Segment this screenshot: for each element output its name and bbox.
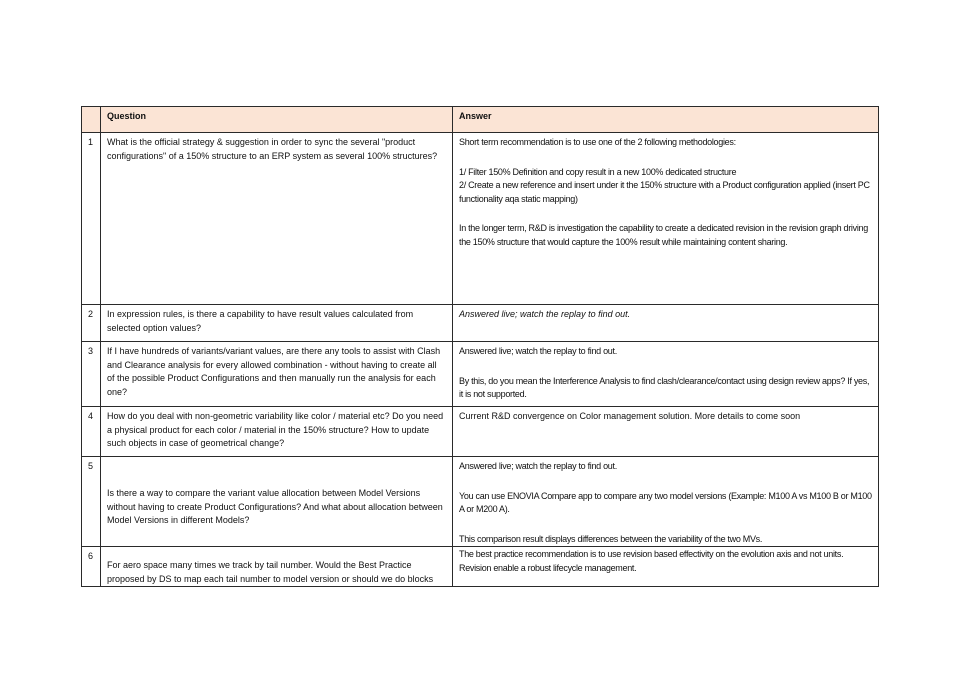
table-row bbox=[82, 547, 879, 587]
answer-cell bbox=[453, 547, 879, 587]
header-question: Question bbox=[101, 107, 453, 133]
question-text: Is there a way to compare the variant value allocation between Model Versions without having to create Product Configurations? And what about allocation between Model Versions in different Models? bbox=[107, 488, 443, 525]
question-cell: If I have hundreds of variants/variant values, are there any tools to assist with Clash and Clearance analysis for every allowed combination - without having to create all of the possible Product Configurations and then manually run the analysis for each one? bbox=[101, 342, 453, 407]
table-row bbox=[82, 133, 879, 305]
answer-text: This comparison result displays differences between the variability of the two MVs. bbox=[459, 533, 763, 544]
table-row bbox=[82, 342, 879, 407]
answer-text: Short term recommendation is to use one of the 2 following methodologies: bbox=[459, 137, 736, 147]
answer-text: Answered live; watch the replay to find out. bbox=[459, 309, 631, 319]
answer-cell bbox=[453, 133, 879, 305]
row-number: 1 bbox=[82, 133, 101, 305]
question-cell: In expression rules, is there a capability to have result values calculated from selected option values? bbox=[101, 305, 453, 342]
answer-cell bbox=[453, 305, 879, 342]
table-row bbox=[82, 457, 879, 547]
question-cell bbox=[101, 547, 453, 587]
row-number: 4 bbox=[82, 407, 101, 457]
answer-text: Answered live; watch the replay to find out. bbox=[459, 461, 617, 471]
answer-text: In the longer term, R&D is investigation the capability to create a dedicated revision in the revision graph driving the 150% structure that would capture the 100% result while maintaining content sharing. bbox=[459, 223, 868, 247]
answer-cell bbox=[453, 407, 879, 457]
answer-text: The best practice recommendation is to use revision based effectivity on the evolution axis and not units. Revision enable a robust lifecycle management. bbox=[459, 549, 844, 573]
answer-text: By this, do you mean the Interference Analysis to find clash/clearance/contact using design review apps? If yes, it is not supported. bbox=[459, 375, 870, 399]
answer-text: You can use ENOVIA Compare app to compare any two model versions (Example: M100 A vs M100 B or M100 A or M200 A). bbox=[459, 490, 872, 514]
row-number: 5 bbox=[82, 457, 101, 547]
header-answer: Answer bbox=[453, 107, 879, 133]
row-number: 3 bbox=[82, 342, 101, 407]
answer-text: Current R&D convergence on Color management solution. More details to come soon bbox=[459, 411, 801, 421]
answer-cell bbox=[453, 342, 879, 407]
table-header-row bbox=[82, 107, 879, 133]
table-row bbox=[82, 407, 879, 457]
question-text: For aero space many times we track by tail number. Would the Best Practice proposed by DS to map each tail number to model version or should we do blocks bbox=[107, 560, 434, 584]
answer-text: Answered live; watch the replay to find out. bbox=[459, 346, 617, 356]
row-number: 6 bbox=[82, 547, 101, 587]
table-row bbox=[82, 305, 879, 342]
answer-text: 2/ Create a new reference and insert under it the 150% structure with a Product configuration applied (insert PC functionality aqa static mapping) bbox=[459, 180, 870, 204]
header-number bbox=[82, 107, 101, 133]
row-number: 2 bbox=[82, 305, 101, 342]
question-cell: How do you deal with non-geometric variability like color / material etc? Do you need a physical product for each color / material in the 150% structure? How to update such objects in case of geometrical change? bbox=[101, 407, 453, 457]
question-cell bbox=[101, 457, 453, 547]
qa-table bbox=[81, 106, 879, 587]
answer-cell bbox=[453, 457, 879, 547]
question-cell: What is the official strategy & suggestion in order to sync the several "product configurations" of a 150% structure to an ERP system as several 100% structures? bbox=[101, 133, 453, 305]
answer-text: 1/ Filter 150% Definition and copy result in a new 100% dedicated structure bbox=[459, 166, 737, 177]
